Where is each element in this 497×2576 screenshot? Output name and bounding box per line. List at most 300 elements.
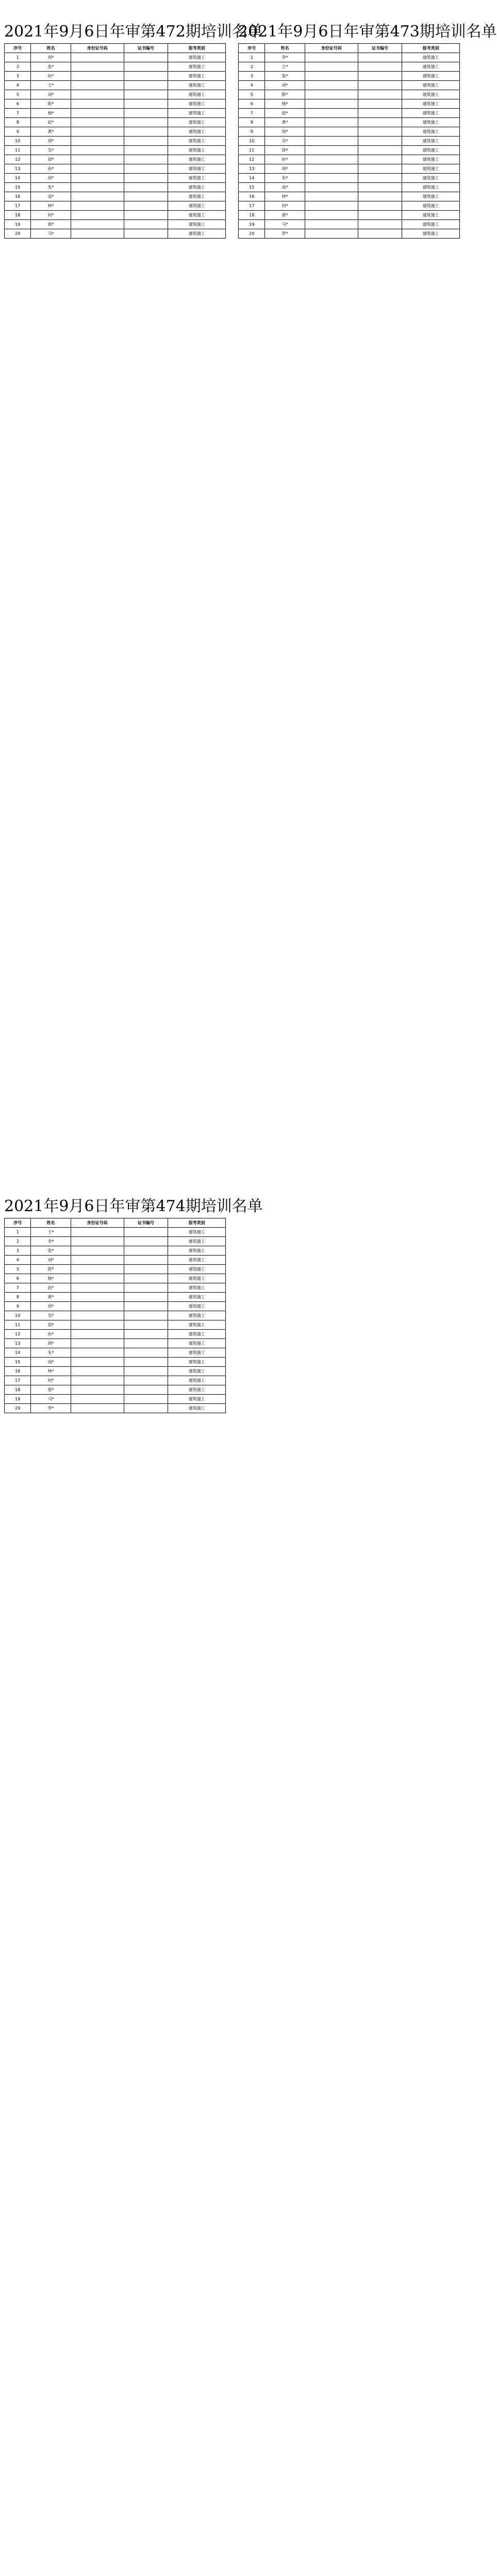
- table-row: [5, 1385, 226, 1395]
- cell-exam-category: 建筑施工: [402, 164, 460, 174]
- cell-certificate-number: [358, 155, 402, 164]
- cell-name: 马*: [31, 1395, 71, 1404]
- cell-certificate-number: [124, 1293, 168, 1302]
- cell-certificate-number: [124, 1330, 168, 1339]
- cell-exam-category: 建筑施工: [168, 1404, 226, 1413]
- cell-exam-category: 建筑施工: [168, 1320, 226, 1330]
- cell-name: 王*: [31, 1228, 71, 1237]
- cell-id-number: [71, 1265, 124, 1274]
- table-row: [239, 183, 460, 192]
- cell-certificate-number: [124, 192, 168, 201]
- cell-index: 3: [239, 72, 265, 81]
- cell-id-number: [71, 1246, 124, 1256]
- cell-id-number: [71, 1256, 124, 1265]
- roster-title: 2021年9月6日年审第474期培训名单: [4, 1197, 263, 1215]
- table-row: [5, 192, 226, 201]
- cell-name: 李*: [265, 53, 305, 62]
- cell-id-number: [71, 1358, 124, 1367]
- table-row: [5, 229, 226, 239]
- cell-id-number: [71, 109, 124, 118]
- cell-certificate-number: [124, 137, 168, 146]
- cell-id-number: [71, 53, 124, 62]
- cell-id-number: [71, 118, 124, 127]
- cell-name: 高*: [31, 192, 71, 201]
- cell-certificate-number: [358, 137, 402, 146]
- cell-index: 1: [239, 53, 265, 62]
- cell-id-number: [71, 1339, 124, 1348]
- table-row: [5, 155, 226, 164]
- cell-index: 8: [5, 1293, 31, 1302]
- cell-exam-category: 建筑施工: [168, 1256, 226, 1265]
- cell-index: 9: [5, 1302, 31, 1311]
- cell-name: 杨*: [265, 99, 305, 109]
- cell-certificate-number: [358, 109, 402, 118]
- cell-index: 10: [5, 137, 31, 146]
- cell-exam-category: 建筑施工: [168, 1246, 226, 1256]
- cell-id-number: [71, 62, 124, 72]
- cell-id-number: [305, 201, 358, 211]
- cell-certificate-number: [124, 1302, 168, 1311]
- cell-certificate-number: [358, 192, 402, 201]
- cell-index: 14: [5, 174, 31, 183]
- cell-id-number: [71, 192, 124, 201]
- cell-index: 15: [239, 183, 265, 192]
- roster-block-472: [4, 21, 263, 239]
- cell-index: 4: [5, 1256, 31, 1265]
- cell-id-number: [71, 220, 124, 229]
- cell-id-number: [71, 1293, 124, 1302]
- table-row: [239, 109, 460, 118]
- table-row: [239, 211, 460, 220]
- cell-index: 3: [5, 72, 31, 81]
- cell-certificate-number: [358, 53, 402, 62]
- cell-name: 赵*: [265, 109, 305, 118]
- roster-table: [4, 1218, 226, 1413]
- cell-certificate-number: [124, 1395, 168, 1404]
- cell-name: 何*: [265, 201, 305, 211]
- cell-name: 郭*: [265, 211, 305, 220]
- cell-exam-category: 建筑施工: [168, 211, 226, 220]
- table-row: [5, 220, 226, 229]
- table-row: [5, 146, 226, 155]
- cell-index: 6: [5, 1274, 31, 1283]
- cell-certificate-number: [124, 53, 168, 62]
- cell-id-number: [305, 164, 358, 174]
- table-row: [5, 1256, 226, 1265]
- cell-name: 罗*: [265, 229, 305, 239]
- header-index: 序号: [5, 1218, 31, 1228]
- table-row: [5, 183, 226, 192]
- roster-title: 2021年9月6日年审第472期培训名单: [4, 23, 263, 41]
- cell-index: 20: [239, 229, 265, 239]
- cell-certificate-number: [124, 109, 168, 118]
- table-row: [5, 1395, 226, 1404]
- cell-name: 徐*: [31, 1320, 71, 1330]
- cell-index: 4: [5, 81, 31, 90]
- table-row: [5, 127, 226, 137]
- cell-id-number: [305, 81, 358, 90]
- cell-certificate-number: [358, 99, 402, 109]
- cell-index: 20: [5, 229, 31, 239]
- cell-index: 20: [5, 1404, 31, 1413]
- cell-name: 郭*: [31, 220, 71, 229]
- header-name: 姓名: [31, 1218, 71, 1228]
- cell-id-number: [71, 1311, 124, 1320]
- cell-exam-category: 建筑施工: [402, 146, 460, 155]
- cell-index: 16: [239, 192, 265, 201]
- cell-id-number: [71, 81, 124, 90]
- cell-index: 16: [5, 1367, 31, 1376]
- cell-index: 18: [239, 211, 265, 220]
- cell-name: 徐*: [31, 155, 71, 164]
- cell-name: 朱*: [31, 183, 71, 192]
- table-row: [239, 229, 460, 239]
- cell-index: 16: [5, 192, 31, 201]
- cell-exam-category: 建筑施工: [168, 1395, 226, 1404]
- cell-exam-category: 建筑施工: [168, 1228, 226, 1237]
- cell-certificate-number: [124, 1228, 168, 1237]
- table-row: [5, 1274, 226, 1283]
- cell-certificate-number: [124, 1376, 168, 1385]
- cell-certificate-number: [124, 201, 168, 211]
- cell-name: 陈*: [31, 1265, 71, 1274]
- table-header-row: [239, 44, 460, 53]
- table-row: [5, 1330, 226, 1339]
- cell-exam-category: 建筑施工: [402, 183, 460, 192]
- cell-certificate-number: [358, 174, 402, 183]
- cell-id-number: [305, 53, 358, 62]
- cell-exam-category: 建筑施工: [402, 62, 460, 72]
- cell-name: 黄*: [31, 127, 71, 137]
- cell-index: 19: [5, 220, 31, 229]
- header-id-number: 身份证号码: [305, 44, 358, 53]
- cell-exam-category: 建筑施工: [168, 1358, 226, 1367]
- table-row: [5, 118, 226, 127]
- cell-id-number: [71, 1320, 124, 1330]
- cell-index: 15: [5, 183, 31, 192]
- cell-index: 5: [5, 1265, 31, 1274]
- cell-exam-category: 建筑施工: [168, 1367, 226, 1376]
- cell-index: 2: [239, 62, 265, 72]
- cell-name: 徐*: [265, 146, 305, 155]
- cell-exam-category: 建筑施工: [168, 174, 226, 183]
- cell-certificate-number: [358, 127, 402, 137]
- cell-certificate-number: [124, 62, 168, 72]
- cell-index: 12: [5, 155, 31, 164]
- cell-id-number: [71, 90, 124, 99]
- cell-index: 5: [239, 90, 265, 99]
- cell-certificate-number: [124, 1256, 168, 1265]
- cell-exam-category: 建筑施工: [168, 118, 226, 127]
- cell-exam-category: 建筑施工: [402, 137, 460, 146]
- cell-exam-category: 建筑施工: [168, 1274, 226, 1283]
- cell-name: 赵*: [31, 1283, 71, 1293]
- cell-id-number: [71, 1367, 124, 1376]
- cell-id-number: [305, 183, 358, 192]
- cell-id-number: [71, 1395, 124, 1404]
- table-row: [239, 81, 460, 90]
- cell-name: 郭*: [31, 1385, 71, 1395]
- cell-exam-category: 建筑施工: [402, 155, 460, 164]
- cell-name: 杨*: [31, 109, 71, 118]
- cell-name: 刘*: [31, 90, 71, 99]
- cell-name: 张*: [31, 62, 71, 72]
- table-row: [5, 1293, 226, 1302]
- cell-id-number: [71, 127, 124, 137]
- cell-name: 罗*: [31, 1404, 71, 1413]
- table-row: [239, 155, 460, 164]
- cell-index: 10: [239, 137, 265, 146]
- cell-id-number: [71, 1330, 124, 1339]
- cell-exam-category: 建筑施工: [168, 127, 226, 137]
- cell-certificate-number: [358, 118, 402, 127]
- cell-id-number: [305, 127, 358, 137]
- cell-name: 孙*: [31, 1330, 71, 1339]
- cell-name: 赵*: [31, 118, 71, 127]
- cell-certificate-number: [358, 81, 402, 90]
- cell-exam-category: 建筑施工: [168, 1385, 226, 1395]
- cell-certificate-number: [358, 211, 402, 220]
- cell-certificate-number: [124, 127, 168, 137]
- cell-index: 17: [239, 201, 265, 211]
- cell-exam-category: 建筑施工: [168, 1237, 226, 1246]
- cell-name: 陈*: [265, 90, 305, 99]
- cell-exam-category: 建筑施工: [168, 229, 226, 239]
- table-row: [5, 1311, 226, 1320]
- table-row: [5, 1237, 226, 1246]
- cell-index: 1: [5, 53, 31, 62]
- table-row: [5, 164, 226, 174]
- cell-certificate-number: [358, 164, 402, 174]
- table-row: [5, 1283, 226, 1293]
- cell-index: 13: [239, 164, 265, 174]
- cell-name: 吴*: [265, 137, 305, 146]
- cell-exam-category: 建筑施工: [402, 81, 460, 90]
- table-row: [239, 164, 460, 174]
- cell-certificate-number: [124, 1265, 168, 1274]
- cell-id-number: [71, 1348, 124, 1358]
- header-id-number: 身份证号码: [71, 1218, 124, 1228]
- cell-id-number: [305, 220, 358, 229]
- cell-index: 7: [239, 109, 265, 118]
- cell-exam-category: 建筑施工: [168, 99, 226, 109]
- cell-id-number: [71, 1283, 124, 1293]
- table-row: [5, 72, 226, 81]
- cell-index: 13: [5, 1339, 31, 1348]
- cell-certificate-number: [124, 1367, 168, 1376]
- cell-certificate-number: [124, 90, 168, 99]
- cell-name: 何*: [31, 211, 71, 220]
- table-row: [5, 1358, 226, 1367]
- cell-exam-category: 建筑施工: [168, 62, 226, 72]
- table-row: [5, 81, 226, 90]
- cell-certificate-number: [124, 164, 168, 174]
- cell-name: 张*: [31, 1246, 71, 1256]
- cell-id-number: [305, 99, 358, 109]
- table-row: [5, 109, 226, 118]
- cell-index: 18: [5, 211, 31, 220]
- header-exam-category: 报考类别: [168, 44, 226, 53]
- cell-name: 林*: [265, 192, 305, 201]
- cell-exam-category: 建筑施工: [402, 53, 460, 62]
- table-row: [5, 174, 226, 183]
- cell-index: 10: [5, 1311, 31, 1320]
- cell-name: 李*: [31, 1237, 71, 1246]
- cell-index: 12: [5, 1330, 31, 1339]
- cell-certificate-number: [358, 229, 402, 239]
- cell-index: 5: [5, 90, 31, 99]
- cell-name: 胡*: [31, 1339, 71, 1348]
- cell-index: 6: [239, 99, 265, 109]
- cell-id-number: [71, 229, 124, 239]
- cell-index: 14: [239, 174, 265, 183]
- cell-id-number: [71, 1302, 124, 1311]
- cell-index: 14: [5, 1348, 31, 1358]
- cell-index: 9: [239, 127, 265, 137]
- cell-exam-category: 建筑施工: [168, 81, 226, 90]
- cell-id-number: [305, 146, 358, 155]
- header-name: 姓名: [265, 44, 305, 53]
- cell-id-number: [71, 1274, 124, 1283]
- cell-name: 王*: [265, 62, 305, 72]
- cell-certificate-number: [124, 155, 168, 164]
- cell-name: 林*: [31, 1367, 71, 1376]
- cell-name: 杨*: [31, 1274, 71, 1283]
- cell-exam-category: 建筑施工: [168, 1348, 226, 1358]
- table-row: [5, 1320, 226, 1330]
- cell-id-number: [305, 90, 358, 99]
- roster-block-474: [4, 1195, 263, 1413]
- cell-id-number: [71, 183, 124, 192]
- table-row: [5, 1367, 226, 1376]
- cell-certificate-number: [358, 72, 402, 81]
- cell-certificate-number: [124, 174, 168, 183]
- cell-id-number: [71, 1228, 124, 1237]
- roster-table: [238, 43, 460, 239]
- cell-exam-category: 建筑施工: [402, 72, 460, 81]
- table-row: [5, 1302, 226, 1311]
- cell-certificate-number: [124, 229, 168, 239]
- cell-name: 马*: [31, 229, 71, 239]
- cell-exam-category: 建筑施工: [168, 1302, 226, 1311]
- cell-name: 孙*: [31, 72, 71, 81]
- table-row: [5, 1265, 226, 1274]
- cell-exam-category: 建筑施工: [402, 192, 460, 201]
- table-row: [239, 53, 460, 62]
- table-row: [239, 146, 460, 155]
- cell-id-number: [71, 164, 124, 174]
- cell-id-number: [305, 192, 358, 201]
- cell-certificate-number: [124, 146, 168, 155]
- cell-id-number: [305, 62, 358, 72]
- cell-certificate-number: [358, 183, 402, 192]
- cell-index: 12: [239, 155, 265, 164]
- table-row: [5, 1339, 226, 1348]
- cell-id-number: [305, 137, 358, 146]
- cell-certificate-number: [124, 1246, 168, 1256]
- cell-certificate-number: [124, 1339, 168, 1348]
- cell-certificate-number: [124, 1237, 168, 1246]
- table-row: [239, 137, 460, 146]
- header-certificate-number: 证书编号: [124, 1218, 168, 1228]
- cell-name: 何*: [31, 1376, 71, 1385]
- cell-name: 黄*: [265, 118, 305, 127]
- cell-exam-category: 建筑施工: [168, 146, 226, 155]
- cell-name: 林*: [31, 201, 71, 211]
- cell-name: 高*: [31, 1358, 71, 1367]
- cell-exam-category: 建筑施工: [402, 229, 460, 239]
- header-certificate-number: 证书编号: [358, 44, 402, 53]
- cell-exam-category: 建筑施工: [402, 99, 460, 109]
- cell-name: 黄*: [31, 1293, 71, 1302]
- cell-id-number: [71, 146, 124, 155]
- cell-id-number: [71, 155, 124, 164]
- cell-index: 19: [5, 1395, 31, 1404]
- cell-name: 孙*: [265, 155, 305, 164]
- cell-index: 17: [5, 1376, 31, 1385]
- cell-index: 4: [239, 81, 265, 90]
- cell-exam-category: 建筑施工: [168, 192, 226, 201]
- cell-certificate-number: [358, 220, 402, 229]
- cell-exam-category: 建筑施工: [168, 201, 226, 211]
- cell-index: 18: [5, 1385, 31, 1395]
- cell-index: 6: [5, 99, 31, 109]
- cell-exam-category: 建筑施工: [168, 1376, 226, 1385]
- cell-name: 陈*: [31, 99, 71, 109]
- cell-exam-category: 建筑施工: [402, 174, 460, 183]
- cell-name: 胡*: [265, 164, 305, 174]
- table-row: [5, 1228, 226, 1237]
- table-row: [5, 1246, 226, 1256]
- cell-name: 周*: [265, 127, 305, 137]
- cell-id-number: [71, 137, 124, 146]
- table-row: [239, 127, 460, 137]
- table-row: [5, 201, 226, 211]
- cell-exam-category: 建筑施工: [168, 164, 226, 174]
- header-certificate-number: 证书编号: [124, 44, 168, 53]
- table-header-row: [5, 44, 226, 53]
- cell-name: 高*: [265, 183, 305, 192]
- cell-id-number: [71, 1237, 124, 1246]
- header-exam-category: 报考类别: [168, 1218, 226, 1228]
- cell-name: 张*: [265, 72, 305, 81]
- cell-id-number: [305, 118, 358, 127]
- cell-index: 19: [239, 220, 265, 229]
- cell-certificate-number: [124, 81, 168, 90]
- cell-certificate-number: [358, 146, 402, 155]
- cell-name: 马*: [265, 220, 305, 229]
- cell-name: 周*: [31, 53, 71, 62]
- table-row: [239, 62, 460, 72]
- cell-id-number: [305, 174, 358, 183]
- cell-id-number: [71, 1376, 124, 1385]
- cell-certificate-number: [124, 1320, 168, 1330]
- cell-certificate-number: [124, 1274, 168, 1283]
- cell-name: 朱*: [265, 174, 305, 183]
- cell-exam-category: 建筑施工: [402, 127, 460, 137]
- cell-id-number: [71, 99, 124, 109]
- table-row: [239, 174, 460, 183]
- table-row: [239, 192, 460, 201]
- table-row: [5, 53, 226, 62]
- roster-table: [4, 43, 226, 239]
- cell-exam-category: 建筑施工: [402, 109, 460, 118]
- cell-exam-category: 建筑施工: [168, 1330, 226, 1339]
- cell-certificate-number: [358, 62, 402, 72]
- cell-index: 11: [239, 146, 265, 155]
- cell-name: 吴*: [31, 146, 71, 155]
- cell-certificate-number: [124, 183, 168, 192]
